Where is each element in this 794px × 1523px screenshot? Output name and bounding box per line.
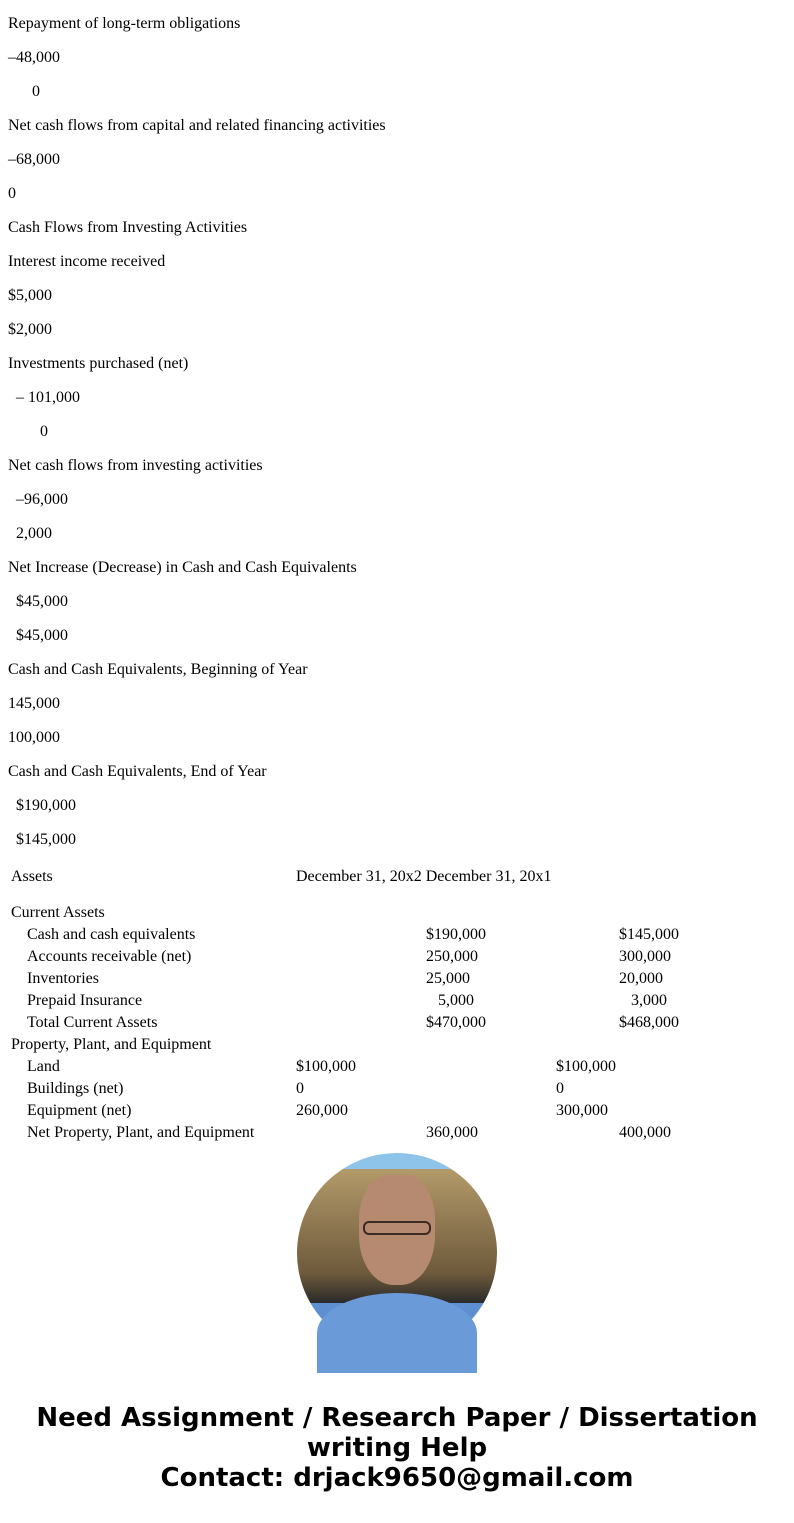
- contact-banner: [0, 1403, 794, 1493]
- text-line: $5,000: [8, 287, 52, 304]
- row-value: 0: [556, 1080, 564, 1097]
- text-line: 0: [8, 185, 16, 202]
- text-line: $190,000: [8, 797, 76, 814]
- text-line: Interest income received: [8, 253, 166, 270]
- row-label: Buildings (net): [27, 1080, 124, 1097]
- text-line: Investments purchased (net): [8, 355, 189, 372]
- text-line: 2,000: [8, 525, 52, 542]
- row-value: 250,000: [426, 948, 478, 965]
- table-row: [0, 1012, 794, 1034]
- row-value: 0: [296, 1080, 304, 1097]
- cash-flow-lines: [8, 15, 386, 865]
- banner-line-3: Contact: drjack9650@gmail.com: [160, 1463, 634, 1493]
- text-line: –68,000: [8, 151, 60, 168]
- row-value: $100,000: [296, 1058, 356, 1075]
- text-line: – 101,000: [8, 389, 80, 406]
- text-line: 0: [8, 423, 48, 440]
- row-value: 400,000: [619, 1124, 671, 1141]
- table-row: [0, 990, 794, 1012]
- text-line: Net Increase (Decrease) in Cash and Cash Equivalents: [8, 559, 357, 576]
- row-label: Accounts receivable (net): [27, 948, 192, 965]
- table-row: [0, 1100, 794, 1122]
- row-label: Equipment (net): [27, 1102, 132, 1119]
- table-row: [0, 924, 794, 946]
- banner-line-1: Need Assignment / Research Paper / Dissertation: [36, 1403, 758, 1433]
- table-row: [0, 1078, 794, 1100]
- row-value: 260,000: [296, 1102, 348, 1119]
- text-line: $45,000: [8, 627, 68, 644]
- table-row: [0, 1122, 794, 1144]
- table-header: [0, 866, 794, 888]
- row-value: $190,000: [426, 926, 486, 943]
- row-value: $100,000: [556, 1058, 616, 1075]
- text-line: Cash Flows from Investing Activities: [8, 219, 248, 236]
- header-dates: December 31, 20x2 December 31, 20x1: [296, 868, 552, 885]
- table-row: [0, 1034, 794, 1056]
- row-label: Cash and cash equivalents: [27, 926, 196, 943]
- text-line: $45,000: [8, 593, 68, 610]
- photo-glasses: [363, 1221, 431, 1235]
- author-photo: [297, 1153, 497, 1353]
- table-row: [0, 946, 794, 968]
- row-value: $145,000: [619, 926, 679, 943]
- text-line: Repayment of long-term obligations: [8, 15, 241, 32]
- text-line: Cash and Cash Equivalents, Beginning of Year: [8, 661, 308, 678]
- row-value: $470,000: [426, 1014, 486, 1031]
- text-line: –48,000: [8, 49, 60, 66]
- text-line: Cash and Cash Equivalents, End of Year: [8, 763, 267, 780]
- text-line: Net cash flows from capital and related financing activities: [8, 117, 386, 134]
- table-row: [0, 968, 794, 990]
- text-line: $145,000: [8, 831, 76, 848]
- row-label: Total Current Assets: [27, 1014, 158, 1031]
- row-label: Prepaid Insurance: [27, 992, 143, 1009]
- row-value: 25,000: [426, 970, 470, 987]
- row-value: 20,000: [619, 970, 663, 987]
- photo-shirt: [317, 1293, 477, 1373]
- row-label: Net Property, Plant, and Equipment: [27, 1124, 255, 1141]
- text-line: 0: [8, 83, 40, 100]
- row-value: 360,000: [426, 1124, 478, 1141]
- text-line: –96,000: [8, 491, 68, 508]
- row-label: Land: [27, 1058, 60, 1075]
- row-label: Current Assets: [11, 904, 105, 921]
- row-value: 300,000: [556, 1102, 608, 1119]
- table-row: [0, 1056, 794, 1078]
- header-assets: Assets: [11, 868, 53, 885]
- balance-sheet-table: [0, 866, 794, 1141]
- row-value: $468,000: [619, 1014, 679, 1031]
- text-line: 145,000: [8, 695, 60, 712]
- text-line: 100,000: [8, 729, 60, 746]
- text-line: $2,000: [8, 321, 52, 338]
- table-row: [0, 902, 794, 924]
- row-label: Inventories: [27, 970, 99, 987]
- row-value: 300,000: [619, 948, 671, 965]
- row-value: 3,000: [619, 992, 667, 1009]
- row-label: Property, Plant, and Equipment: [11, 1036, 212, 1053]
- banner-line-2: writing Help: [306, 1433, 488, 1463]
- text-line: Net cash flows from investing activities: [8, 457, 263, 474]
- row-value: 5,000: [426, 992, 474, 1009]
